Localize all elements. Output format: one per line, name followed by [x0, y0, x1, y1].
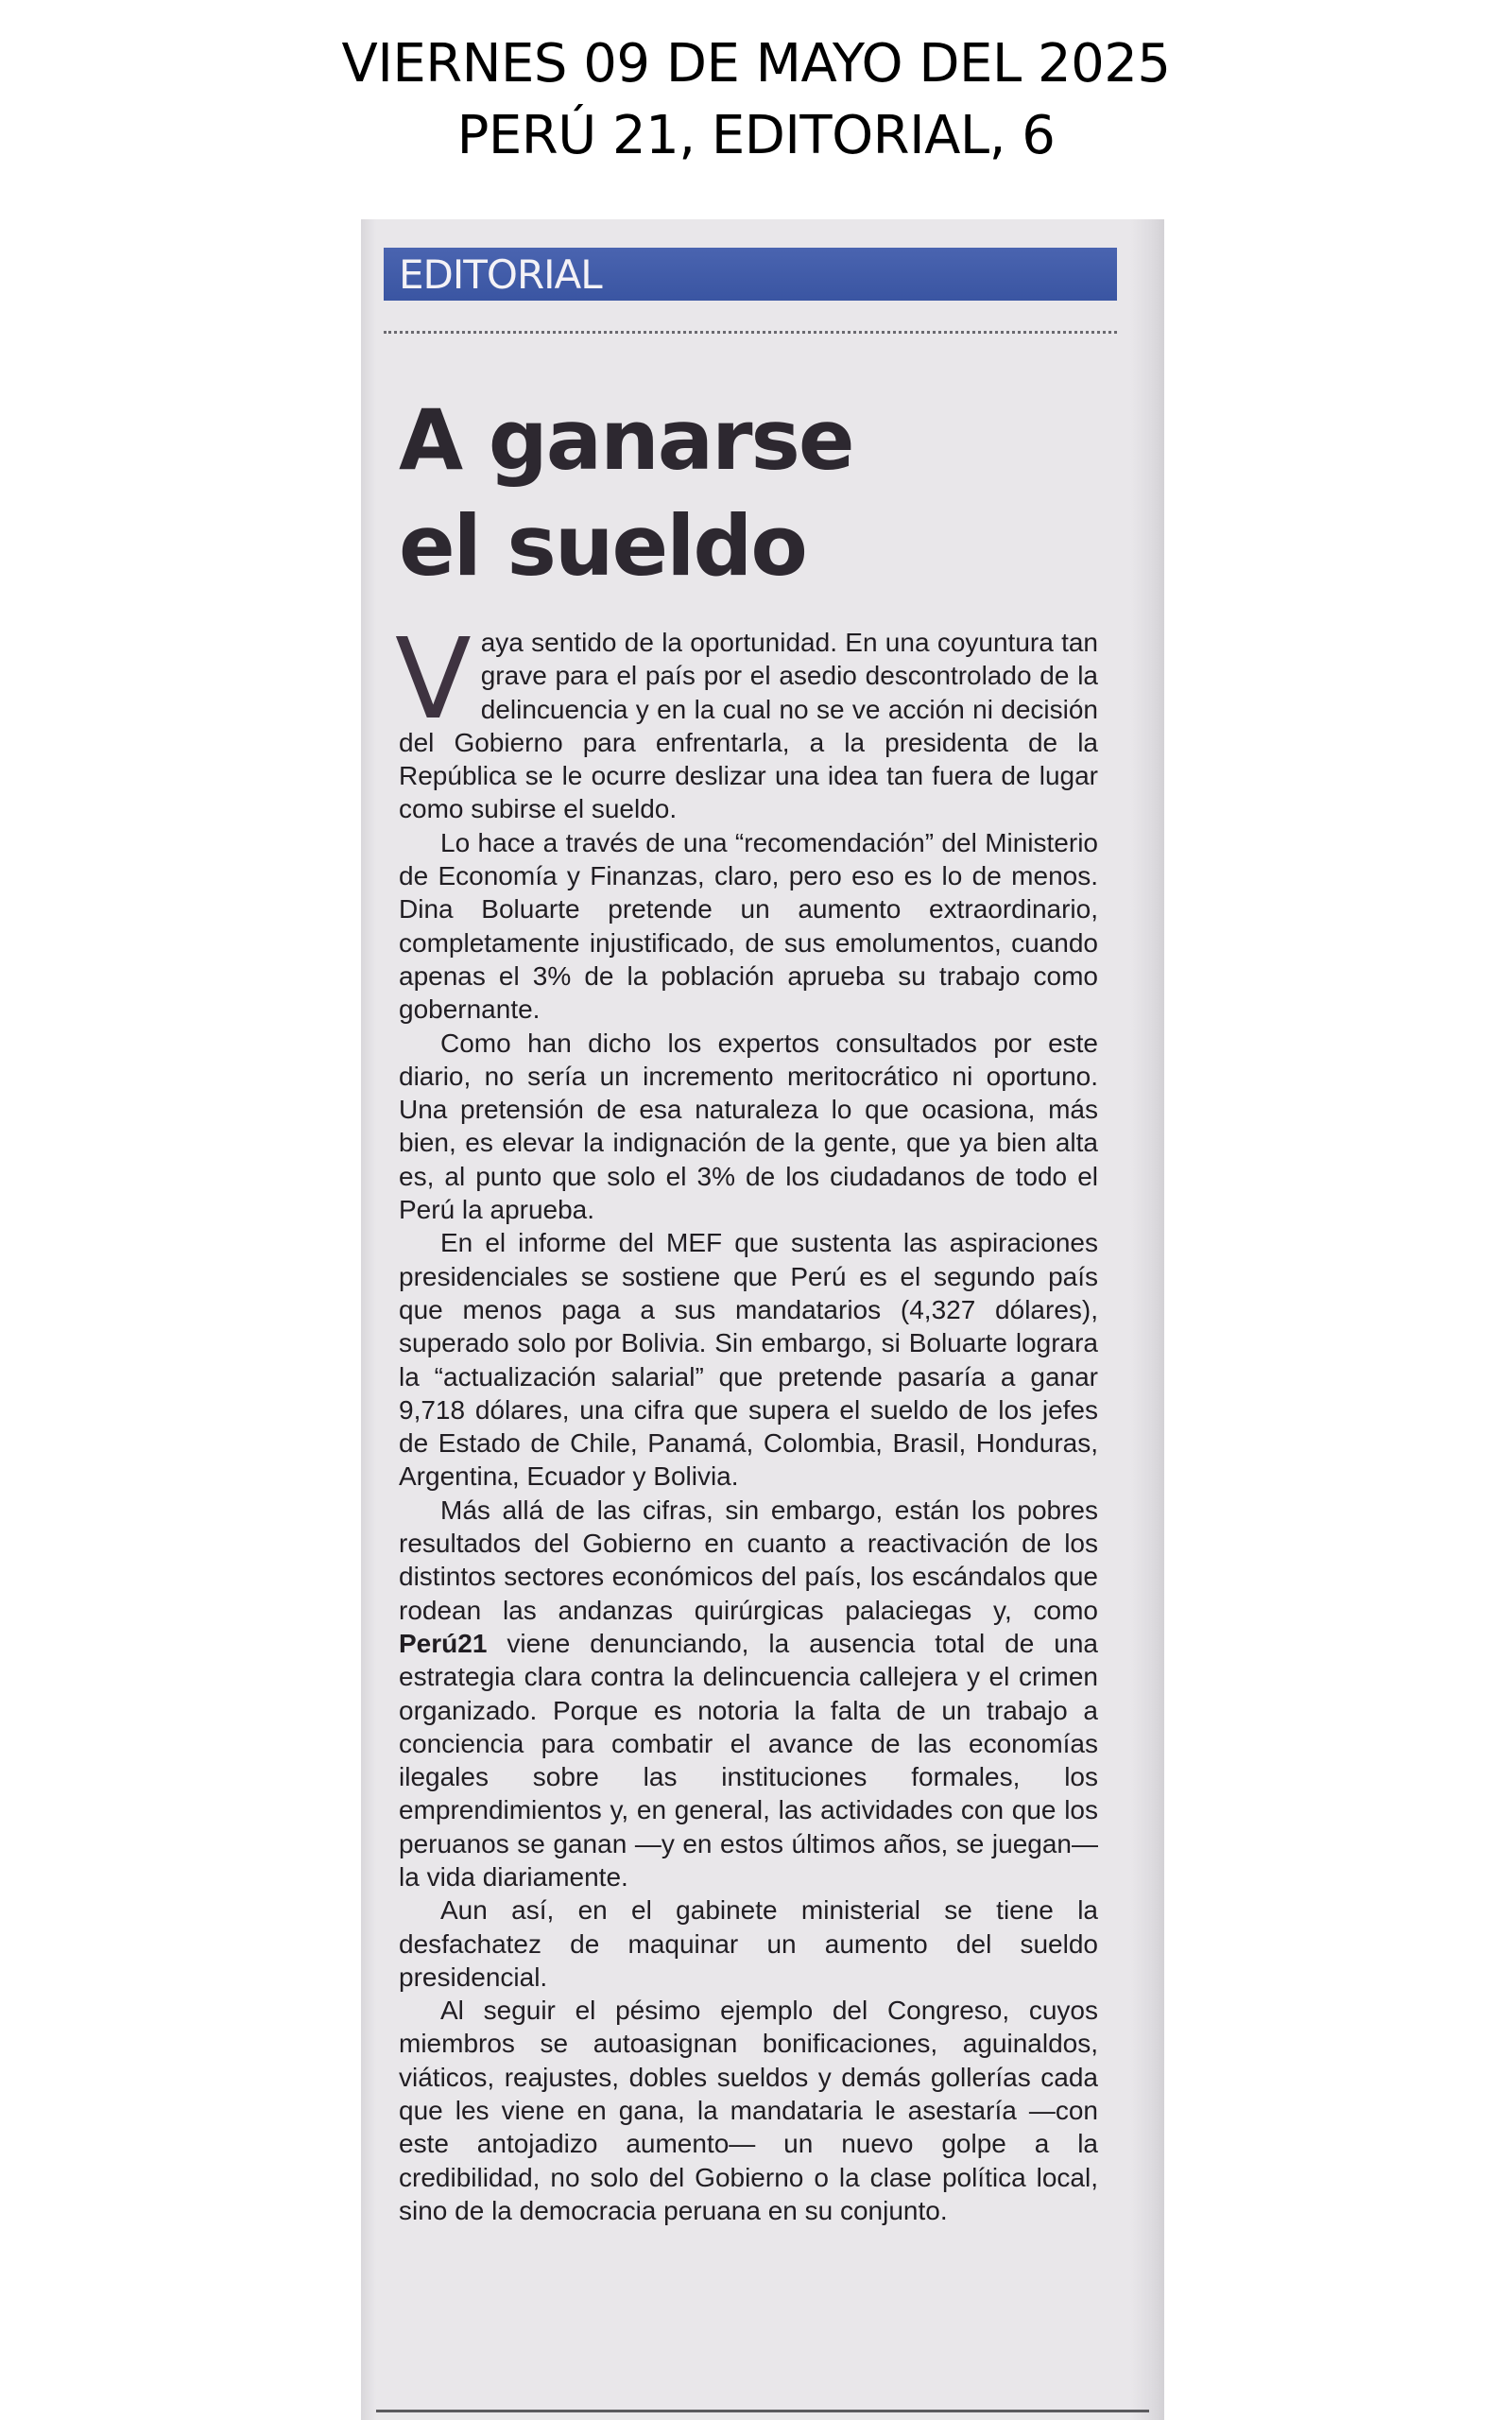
- headline-line-2: el sueldo: [399, 497, 806, 595]
- paragraph-text: Más allá de las cifras, sin embargo, están los pobres resultados del Gobierno en cuanto a reactivación de los distintos sectores económicos del país, los escándalos que rodean las andanzas quirúrgicas palaciegas y, como: [399, 1495, 1098, 1625]
- article-body: [395, 614, 1098, 2227]
- clipping-source-header: [0, 28, 1512, 172]
- newspaper-name-mention: Perú21: [399, 1628, 488, 1658]
- article-headline: [399, 388, 853, 599]
- newspaper-clipping: [361, 219, 1164, 2420]
- publication-source: PERÚ 21, EDITORIAL, 6: [456, 105, 1056, 166]
- paragraph-text: aya sentido de la oportunidad. En una coyuntura tan grave para el país por el asedio descontrolado de la delincuencia y en la cual no se ve acción ni decisión del Gobierno para enfrentarla, a la presidenta de la República se le ocurre deslizar una idea tan fuera de lugar como subirse el sueldo.: [399, 628, 1098, 824]
- drop-cap: V: [395, 614, 472, 744]
- article-paragraph: Como han dicho los expertos consultados por este diario, no sería un incremento meritocrático ni oportuno. Una pretensión de esa naturaleza lo que ocasiona, más bien, es elevar la indignación de la gente, que ya bien alta es, al punto que solo el 3% de los ciudadanos de todo el Perú la aprueba.: [399, 1028, 1098, 1225]
- paragraph-text: viene denunciando, la ausencia total de una estrategia clara contra la delincuencia callejera y el crimen organizado. Porque es notoria la falta de un trabajo a conciencia para combatir el avance de las economías ilegales sobre las instituciones formales, los emprendimientos y, en general, las actividades con que los peruanos se ganan —y en estos últimos años, se juegan— la vida diariamente.: [399, 1628, 1098, 1892]
- clipping-left-shadow: [361, 219, 376, 2420]
- article-paragraph: Aun así, en el gabinete ministerial se tiene la desfachatez de maquinar un aumento del sueldo presidencial.: [399, 1895, 1098, 1992]
- section-label: EDITORIAL: [399, 251, 602, 298]
- clipping-bottom-rule: [376, 2410, 1149, 2412]
- article-paragraph: Lo hace a través de una “recomendación” del Ministerio de Economía y Finanzas, claro, pero eso es lo de menos. Dina Boluarte pretende un aumento extraordinario, completamente injustificado, de sus emolumentos, cuando apenas el 3% de la población aprueba su trabajo como gobernante.: [399, 827, 1098, 1025]
- article-paragraph: Al seguir el pésimo ejemplo del Congreso, cuyos miembros se autoasignan bonificaciones, aguinaldos, viáticos, reajustes, dobles sueldos y demás gollerías cada que les viene en gana, la mandataria le asestaría —con este antojadizo aumento— un nuevo golpe a la credibilidad, no solo del Gobierno o la clase política local, sino de la democracia peruana en su conjunto.: [399, 1996, 1098, 2225]
- publication-date: VIERNES 09 DE MAYO DEL 2025: [341, 33, 1171, 95]
- article-paragraph: [395, 614, 1098, 826]
- clipping-right-shadow: [1130, 219, 1164, 2420]
- dotted-divider: [384, 331, 1117, 334]
- article-paragraph: En el informe del MEF que sustenta las aspiraciones presidenciales se sostiene que Perú es el segundo país que menos paga a sus mandatarios (4,327 dólares), superado solo por Bolivia. Sin embargo, si Boluarte lograra la “actualización salarial” que pretende pasaría a ganar 9,718 dólares, una cifra que supera el sueldo de los jefes de Estado de Chile, Panamá, Colombia, Brasil, Honduras, Argentina, Ecuador y Bolivia.: [399, 1228, 1098, 1492]
- article-paragraph: [399, 1494, 1098, 1894]
- headline-line-1: A ganarse: [399, 391, 853, 489]
- section-banner: [384, 248, 1117, 301]
